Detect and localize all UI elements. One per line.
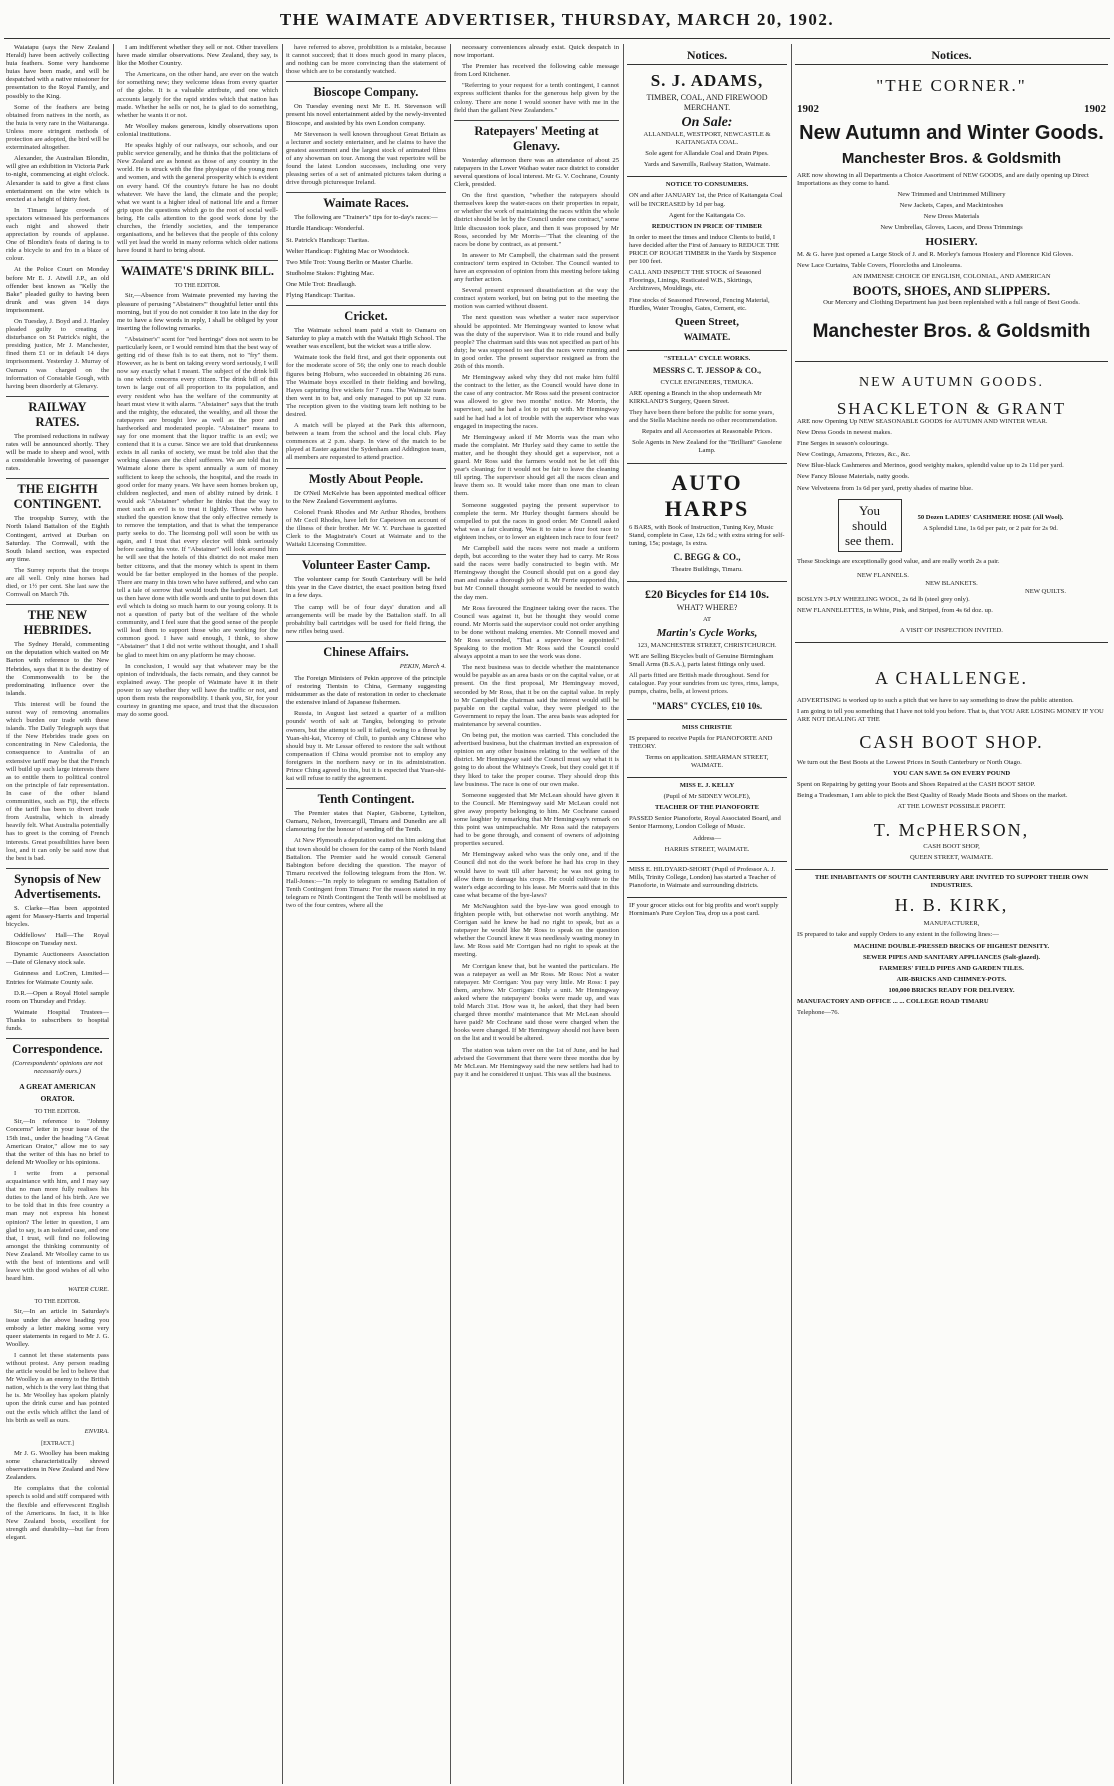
ad-text: QUEEN STREET, WAIMATE. [910, 854, 993, 862]
letter-signature: ENVIRA. [84, 1427, 109, 1435]
article-paragraph: He speaks highly of our railways, our schools, and our public service generally, and he thinks that the politicians of New Zealand are as honest as those of any country in the world. He is struck with the fine physique of the young men and women, and with the general prosperity which is evident on every hand. Of the country's future he has no doubt whatever. We have the land, the climate and the people; what we want is a higher ideal of national life and a firmer grip upon the questions which go to the root of social well-being. He calls attention to the good work done by the churches, the friendly societies, and the temperance organisations, and he believes that the people of this colony will yet lead the world in many reforms which older nations have found it hard to bring about. [117, 142, 278, 255]
article-paragraph: The station was taken over on the 1st of June, and he had advised the Government that there were three months due by Mr McLean. Mr Hemingway said the new settlers had had to pay it and he considered it unjust. This was all the business. [454, 1046, 619, 1078]
ad-heading: REDUCTION IN PRICE OF TIMBER [651, 222, 763, 230]
ad-text: NEW FLANNELETTES, in White, Pink, and Striped, from 4s 6d doz. up. [797, 607, 993, 615]
article-paragraph: Mr J. G. Woolley has been making some characteristically shrewd observations in New Zealand and New Zealanders. [6, 1449, 109, 1482]
letter-paragraph: I cannot let these statements pass without protest. Any person reading the article would be led to believe that Mr Woolley is an enemy to the British nation, which is the very last thing that he is. Mr Woolley has spoken plainly upon the drink curse and has pointed out the evils which afflict the land of his birth as well as ours. [6, 1351, 109, 1424]
ad-text: We turn out the Best Boots at the Lowest Prices in South Canterbury or North Otago. [797, 758, 1022, 766]
ad-onsale: On Sale: [681, 115, 733, 130]
letter-title: A GREAT AMERICAN ORATOR. [19, 1082, 96, 1104]
article-paragraph: On Tuesday evening next Mr E. H. Stevenson will present his novel entertainment aided by the newly-invented Bioscope, and assisted by his own London company. [286, 103, 446, 127]
ad-item: SEWER PIPES AND SANITARY APPLIANCES (Salt-glazed). [862, 953, 1041, 961]
article-paragraph: Mr Stevenson is well known throughout Great Britain as a lecturer and society entertainer, and he claims to have the greatest assortment and the largest stock of animated films of any showman on tour. Among the vast repertoire will be found the latest London successes, including one very pleasing series of a set of animated pictures taken during a drive through picturesque Ireland. [286, 130, 446, 187]
article-paragraph: Some of the feathers are being obtained from natives in the north, as the huia is very rare in the Waitaranga. Unless more stringent methods of protection are adopted, the bird will be exterminated altogether. [6, 103, 109, 152]
synopsis-item: D.R.—Open a Royal Hotel sample room on Thursday and Friday. [6, 989, 109, 1005]
section-heading: Synopsis of New Advertisements. [6, 868, 109, 902]
year-right: 1902 [1084, 103, 1106, 115]
ad-text: Repairs and all Accessories at Reasonable Prices. [641, 428, 773, 436]
ad-title: £20 Bicycles for £14 10s. [644, 586, 770, 601]
ad-text: MISS E. HILDYARD-SHORT (Pupil of Professor A. J. Mills, Trinity College, London) has started a Teacher of Pianoforte, in Waimate and surrounding districts. [629, 865, 777, 889]
article-paragraph: "Referring to your request for a tenth contingent, I cannot express sufficient thanks for the generous help given by the colony. There are none I would sooner have with me in the field than the gallant New Zealanders." [454, 82, 619, 114]
article-paragraph: At New Plymouth a deputation waited on him asking that that town should be chosen for the camp of the North Island Battalion. The Premier said he would consult General Babington before deciding the question. The mayor of Timaru received the following telegram from the Hon. W. Hall-Jones:—"In reply to telegram re sending Battalion of Tenth Contingent from Timaru: For the reason stated in my telegram re Ninth Contingent the Tenth will be mobilised at two of the four centres, where all the [286, 837, 446, 910]
ad-text: MANUFACTURER, [923, 920, 980, 928]
synopsis-item: S. Clarke—Has been appointed agent for Massey-Harris and Imperial bicycles. [6, 904, 109, 928]
article-paragraph: Several present expressed dissatisfaction at the way the contract system worked, but on being put to the meeting the motion was carried without dissent. [454, 287, 619, 311]
ad-text: ARE now showing in all Departments a Choice Assortment of NEW GOODS, and are daily opening up Direct Importations as they come to hand. [797, 172, 1089, 188]
ad-text: AN IMMENSE CHOICE OF ENGLISH, COLONIAL, AND AMERICAN [852, 272, 1051, 280]
ad-item: New Velveteens from 1s 6d per yard, pretty shades of marine blue. [797, 484, 973, 492]
ad-heading: THE INHABITANTS OF SOUTH CANTERBURY ARE INVITED TO SUPPORT THEIR OWN INDUSTRIES. [814, 874, 1089, 890]
letter-paragraph: Sir,—In an article in Saturday's issue under the above heading you embody a letter making some very queer statements in regard to Mr J. G. Woolley. [6, 1308, 109, 1348]
article-paragraph: The promised reductions in railway rates will be announced shortly. They will be made to sheep and wool, with a considerable lowering of passenger rates. [6, 432, 109, 473]
ad-autoharps [627, 463, 787, 581]
synopsis-item: Waimate Hospital Trustees—Thanks to subscribers to hospital funds. [6, 1008, 109, 1032]
ad-text: PASSED Senior Pianoforte, Royal Associated Board, and Senior Harmony, London College of Music. [629, 815, 781, 831]
notices-heading: Notices. [686, 48, 728, 62]
article-paragraph: He complains that the colonial speech is solid and stiff compared with the flexible and effervescent English of the Americans. In fact, it is like New Zealand boots, excellent for strength and durability—but far from elegant. [6, 1485, 109, 1541]
ad-text: Terms on application. SHEARMAN STREET, WAIMATE. [645, 753, 769, 769]
ad-heading: YOU CAN SAVE 5s ON EVERY POUND [892, 769, 1011, 777]
notices-heading: Notices. [931, 48, 972, 62]
ad-text: Theatre Buildings, Timaru. [671, 565, 743, 573]
ad-bicycles [627, 581, 787, 719]
article-paragraph: Mr Woolley makes generous, kindly observations upon colonial institutions. [117, 122, 278, 138]
ad-text: 123, MANCHESTER STREET, CHRISTCHURCH. [637, 642, 777, 649]
ad-item: New Umbrellas, Gloves, Laces, and Dress Trimmings [880, 224, 1023, 232]
section-heading: Waimate Races. [286, 192, 446, 211]
column-rule [450, 44, 451, 1784]
article-paragraph: The following are "Trainer's" tips for to-day's races:— [294, 214, 438, 222]
ad-text: MANUFACTORY AND OFFICE ... ... COLLEGE ROAD TIMARU [797, 998, 989, 1006]
ad-text: AT THE LOWEST POSSIBLE PROFIT. [897, 802, 1006, 810]
synopsis-item: Oddfellows' Hall—The Royal Bioscope on Tuesday next. [6, 932, 109, 948]
ad-kirk [795, 869, 1108, 1024]
column-4 [454, 44, 619, 1784]
ad-christie [627, 719, 787, 777]
article-paragraph: In answer to Mr Campbell, the chairman said the present contractors' term expired in October. The Council wanted to have an expression of opinion from this meeting before taking any further action. [454, 251, 619, 284]
article-paragraph: Mr Hemingway asked who was the only one, and if the Council did not do the work before he had his crop in they would have to wait till after harvest; he was not going to allow them to damage his crops. He could cultivate to the water's edge according to his lease. Mr Morris said that in this case what became of the bye-laws? [454, 851, 619, 899]
ad-title: "THE CORNER." [876, 76, 1027, 95]
section-heading: Tenth Contingent. [286, 788, 446, 807]
ad-consumers [627, 176, 787, 349]
article-paragraph: Waimate took the field first, and got their opponents out for the moderate score of 56; the only one to reach double figures being Hoburn, who succeeded in obtaining 26 runs. The Waimate boys excelled in their fielding and bowling, Hayes capturing five wickets for 7 runs. The Waimate team then went in to bat, and only managed to put up 32 runs. The reception given to the visiting team left nothing to be desired. [286, 354, 446, 418]
ad-heading: "STELLA" CYCLE WORKS. [663, 354, 751, 362]
ad-line: NEW FLANNELS. [857, 571, 909, 579]
article-paragraph: Someone suggested paying the present supervisor to complete the term. Mr Hurley thought farmers should be compelled to put the races in good order. Mr Connell asked what was a fair cleaning. Was it to raise a four foot race to eighteen inches, or to lower an eighteen inch race to four feet? [454, 501, 619, 541]
column-rule [113, 44, 114, 1784]
ad-text: IF your grocer sticks out for big profits and won't supply Horniman's Pure Ceylon Tea, drop us a post card. [629, 901, 779, 918]
extract-label: [EXTRACT.] [41, 1440, 74, 1447]
letter-paragraph: Sir,—In reference to "Johnny Concerns" letter in your issue of the 15th inst., under the heading "A Great American Orator," allow me to say that the writer of this has no brief to defend Mr Woolley or his opinions. [6, 1118, 109, 1166]
ad-title: "MARS" CYCLES, £10 10s. [651, 700, 763, 711]
article-paragraph: Russia, in August last seized a quarter of a million pounds' worth of salt at Tangku, belonging to private owners, but the attempt to sell it failed, owing to a threat by Yuan-shi-kai, Viceroy of Chili, to punish any Chinese who should buy it. Mr Lessar offered to restore the salt without compensation if China would promise not to employ any foreigners in the northern navy or in its administration. Prince Ching agreed to this, but it is expected that Yuan-shi-kai will refuse to ratify the agreement. [286, 710, 446, 783]
column-rule [791, 44, 792, 1784]
ad-text: CASH BOOT SHOP, [923, 843, 980, 850]
masthead: THE WAIMATE ADVERTISER, THURSDAY, MARCH 20, 1902. [279, 10, 835, 29]
race-tip: Studholme Stakes: Fighting Mac. [286, 269, 375, 277]
ad-text: All parts fitted are British made throughout. Send for catalogue. Pay your sundries from us: tyres, rims, lamps, pumps, chains, bells, at lowest prices. [629, 672, 779, 696]
article-paragraph: The Premier has received the following cable message from Lord Kitchener. [454, 63, 619, 79]
ad-text: WE are Selling Bicycles built of Genuine Birmingham Small Arms (B.S.A.), parts latest fittings only used. [629, 653, 774, 669]
ad-item: New Dress Materials [923, 213, 980, 221]
ad-company: Manchester Bros. & Goldsmith [841, 150, 1062, 167]
ad-corner [795, 64, 1108, 361]
ad-text: M. & G. have just opened a Large Stock of J. and R. Morley's famous Hosiery and Florence Kid Gloves. [797, 250, 1074, 258]
article-paragraph: The Sydney Herald, commenting on the deputation which waited on Mr Barton with reference to the New Hebrides, says that it is the destiny of the Commonwealth to be the predominating influence over the islands. [6, 641, 109, 697]
column-6-ads [795, 44, 1108, 1784]
column-rule [282, 44, 283, 1784]
ad-jessop [627, 350, 787, 463]
ad-heading: NEW AUTUMN GOODS. [858, 374, 1045, 390]
ad-text: A VISIT OF INSPECTION INVITED. [900, 627, 1003, 635]
race-tip: Two Mile Trot: Young Berlin or Master Charlie. [286, 258, 413, 266]
ad-text: Telephone—76. [797, 1009, 840, 1017]
ad-text: Spent on Repairing by getting your Boots and Shoes Repaired at the CASH BOOT SHOP. [797, 780, 1036, 788]
ad-text: Yards and Sawmills, Railway Station, Waimate. [643, 161, 771, 169]
ad-text: WHAT? WHERE? [676, 602, 738, 612]
ad-company: SHACKLETON & GRANT [836, 398, 1067, 418]
ad-cash-boot [795, 642, 1108, 869]
section-heading: Cricket. [286, 305, 446, 324]
ad-heading: NOTICE TO CONSUMERS. [665, 181, 749, 189]
to-editor: TO THE EDITOR. [34, 1109, 81, 1116]
ad-item: 100,000 BRICKS READY FOR DELIVERY. [888, 986, 1015, 994]
ad-item: New Jackets, Capes, and Mackintoshes [899, 202, 1004, 210]
ad-text: Address— [692, 834, 722, 842]
ad-company-big: Manchester Bros. & Goldsmith [812, 320, 1091, 342]
ad-text: IS prepared to receive Pupils for PIANOFORTE AND THEORY. [629, 734, 773, 750]
ad-text: In order to meet the times and induce Clients to build, I have decided after the First of January to REDUCE THE PRICE OF ROUGH TIMBER in the Yards by Sixpence per 100 feet. [629, 233, 780, 266]
ad-text: Being a Tradesman, I am able to pick the Best Quality of Ready Made Boots and Shoes on the market. [797, 791, 1068, 799]
section-heading: Mostly About People. [286, 468, 446, 487]
article-paragraph: necessary conveniences already exist. Quick despatch in now important. [454, 44, 619, 60]
article-paragraph: The troopship Surrey, with the North Island Battalion of the Eighth Contingent, arrived at Durban on Saturday. The Cornwall, with the South Island section, was expected any time. [6, 515, 109, 563]
ad-title: A CHALLENGE. [875, 668, 1028, 689]
race-tip: Welter Handicap: Fighting Mac or Woodstock. [286, 247, 410, 255]
ad-text: ARE opening a Branch in the shop underneath Mr KIRKLAND'S Surgery, Queen Street. [629, 389, 762, 405]
article-paragraph: The next question was whether a water race supervisor should be appointed. Mr Hemingway wanted to know what was the duty of the supervisor. Was it to ride round and bully people? The chairman said this was not specified as part of his duty; he was supposed to see that the races were running and in good order. The present supervisor resigned as from the 26th of this month. [454, 314, 619, 370]
article-paragraph: The next business was to decide whether the maintenance would be payable as an area basis or on the capital value, or at present. On the first proposal, Mr Hemingway moved, seconded by Mr Ross, that it be on the capital value. In reply to Mr Campbell the chairman said the interest would still be payable on the capital value, they were pledged to the Government to repay the loan. The area basis was adopted for maintenance by several counties. [454, 664, 619, 728]
article-paragraph: The Foreign Ministers of Pekin approve of the principle of restoring Tientsin to China, Germany suggesting midsummer as the date of restoration in order to checkmate the extensive inland of Japanese fishermen. [286, 674, 446, 707]
ad-grocer [627, 897, 787, 925]
masthead-rule [4, 38, 1110, 39]
section-heading: Correspondence. [6, 1038, 109, 1057]
ad-item: AIR-BRICKS AND CHIMNEY-POTS. [896, 975, 1007, 983]
ad-title: S. J. ADAMS, [650, 71, 764, 90]
ad-company: C. BEGG & CO., [673, 551, 741, 562]
article-paragraph: Alexander, the Australian Blondin, will give an exhibition in Victoria Park to-night, commencing at eight o'clock. Alexander is said to give a first class entertainment on the wire which is erected at a height of thirty feet. [6, 155, 109, 203]
letter-signature: WATER CURE. [67, 1286, 109, 1294]
ad-text: New Lace Curtains, Table Covers, Floorcloths and Linoleums. [797, 261, 962, 269]
ad-item: New Fancy Blouse Materials, natty goods. [797, 473, 910, 481]
ad-line: NEW BLANKETS. [925, 579, 978, 587]
ad-heading: BOOTS, SHOES, AND SLIPPERS. [852, 282, 1051, 298]
ad-hildyard [627, 861, 787, 897]
ad-text: HARRIS STREET, WAIMATE. [664, 845, 750, 853]
ad-text: Sole Agents in New Zealand for the "Brilliant" Gasolene Lamp. [632, 439, 782, 455]
article-paragraph: At the Police Court on Monday before Mr E. J. Atwill J.P., an old offender best known as "Kelly the Bake" pleaded guilty to having been drunk and was given 14 days imprisonment. [6, 266, 109, 314]
ad-item: FARMERS' FIELD PIPES AND GARDEN TILES. [879, 964, 1024, 972]
race-tip: Hurdle Handicap: Wonderful. [286, 225, 365, 233]
ad-item: New Trimmed and Untrimmed Millinery [897, 191, 1006, 199]
ad-text: These Stockings are exceptionally good value, and are really worth 2s a pair. [797, 557, 1000, 565]
ad-text: Sole agent for Allandale Coal and Drain Pipes. [645, 150, 769, 158]
article-paragraph: The Surrey reports that the troops are all well. Only nine horses had died, or 1½ per cent. She last saw the Cornwall on March 7th. [6, 566, 109, 599]
ad-year-row [797, 103, 1106, 116]
column-1 [6, 44, 109, 1784]
article-paragraph: The Premier states that Napier, Gisborne, Lyttelton, Oamaru, Nelson, Invercargill, Timaru and Dunedin are all clamouring for the honour of sending off the Tenth. [286, 810, 446, 834]
ad-text: They have been there before the public for some years, and the Stella Machine needs no other recommendation. [629, 409, 778, 425]
article-paragraph: Colonel Frank Rhodes and Mr Arthur Rhodes, brothers of Mr Cecil Rhodes, have left for Capetown on account of the illness of their brother. Mr W. Y. Purchase is gazetted Clerk to the Magistrate's Court at Waimate and to the Waitaki Licensing Committee. [286, 508, 446, 549]
race-tip: One Mile Trot: Bradlaugh. [286, 280, 357, 288]
ad-text: Fine stocks of Seasoned Firewood, Fencing Material, Hurdles, Water Troughs, Gates, Cement, etc. [629, 296, 770, 312]
ad-address: Queen Street, [675, 315, 739, 328]
section-heading: THE EIGHTH CONTINGENT. [6, 478, 109, 512]
ad-text: (Pupil of Mr SIDNEY WOLFE), [663, 793, 751, 801]
letter-paragraph: Sir,—Absence from Waimate prevented my having the pleasure of perusing "Abstainers'" thoughtful letter until this morning, but if you do not consider it too late in the day for me to have a few words in reply, I shall be obliged by your inserting the following remarks. [117, 292, 278, 332]
ad-text: I am going to tell you something that I have not told you before. That is, that YOU ARE LOSING MONEY IF YOU ARE NOT DEALING AT THE [797, 708, 1104, 724]
ad-text: IS prepared to take and supply Orders to any extent in the following lines:— [797, 931, 999, 939]
ad-text: ALLANDALE, WESTPORT, NEWCASTLE & KAITANGATA COAL. [643, 131, 771, 147]
ad-title: AUTO HARPS [664, 469, 750, 521]
ad-subtitle: TIMBER, COAL, AND FIREWOOD MERCHANT. [646, 93, 768, 112]
ad-company: H. B. KIRK, [894, 895, 1009, 916]
race-tip: St. Patrick's Handicap: Tiaritas. [286, 236, 370, 244]
ad-heading: MESSRS C. T. JESSOP & CO., [653, 365, 761, 375]
ad-item: New Dress Goods in newest makes. [797, 429, 892, 437]
column-2 [117, 44, 278, 1784]
column-rule [623, 44, 624, 1784]
hose-row [797, 499, 1106, 552]
article-paragraph: I am indifferent whether they sell or not. Other travellers have made similar observations. New Zealand, they say, is like the Mother Country. [117, 44, 278, 68]
ad-town: WAIMATE. [683, 331, 731, 342]
article-paragraph: Mr Hemingway asked why they did not make him fulfil the contract to the letter, as the Council would have done in the case of any contractor. Mr Ross said the present contractor was allowed to give two months' notice. Mr Morris, the supervisor, said he had a lot to put up with. Mr Hemingway said he had had a lot of trouble with the supervisor who was engaged in inspecting the races. [454, 374, 619, 430]
article-paragraph: Mr Hemingway asked if Mr Morris was the man who made the complaint. Mr Hurley said they came to settle the matter, and he thought they should get a supervisor, not a guard. Mr Ross said the farmers would not be let off this year's cleaning; for it would not be fair to leave the cleaning till spring. The supervisor should get all the races clean and leave them so. It would take more than one man to clean them. [454, 433, 619, 498]
ad-company: T. McPHERSON, [873, 820, 1030, 840]
synopsis-item: Dynamic Auctioneers Association—Date of Glenavy stock sale. [6, 951, 109, 967]
to-editor: TO THE EDITOR. [174, 283, 221, 290]
article-paragraph: The camp will be of four days' duration and all arrangements will be made by the Battalion staff. In all probability ball cartridges will be used for field firing, the new rifles being used. [286, 603, 446, 635]
section-heading: Ratepayers' Meeting at Glenavy. [454, 120, 619, 154]
race-tip: Flying Handicap: Tiaritas. [286, 291, 356, 299]
ad-text: CALL AND INSPECT THE STOCK of Seasoned Floorings, Linings, Rusticated W.B., Skirtings, Architraves, Mouldings, etc. [629, 269, 761, 293]
article-paragraph: Mr Campbell said the races were not made a uniform depth, but according to the water they had to carry. Mr Ross said the races were badly constructed to begin with. Mr Hemingway thought the Council should put on a good day man and make a thorough job of it. Mr Ferrie supported this, but Mr Connell thought someone would be needed to watch the day men. [454, 544, 619, 601]
ad-kelly [627, 777, 787, 861]
editorial-note: (Correspondents' opinions are not necessarily ours.) [12, 1060, 103, 1076]
article-paragraph: In Timaru large crowds of spectators witnessed his performances each night and showed their appreciation by rounds of applause. One of Blondin's feats of daring is to ride a bicycle to and fro in a blaze of colour. [6, 206, 109, 263]
article-paragraph: have referred to above, prohibition is a mistake, because it cannot succeed; that it does much good in many places, and nothing can be more convincing than the statement of those which are to be constantly watched. [286, 44, 446, 76]
ad-text: ADVERTISING is worked up to such a pitch that we have to say something to draw the public attention. [797, 697, 1074, 705]
article-paragraph: The Americans, on the other hand, are ever on the watch for something new; they welcome ideas from every quarter of the globe. It is a valuable attribute, and one which accounts largely for the rapid strides which that nation has made. Whether he sells or not, he is glad to do something, whether he wants it or not. [117, 71, 278, 119]
dateline: PEKIN, March 4. [399, 662, 446, 670]
section-heading: Volunteer Easter Camp. [286, 554, 446, 573]
to-editor: TO THE EDITOR. [34, 1299, 81, 1306]
ad-text: 6 BARS, with Book of Instruction, Tuning Key, Music Stand, complete in Case, 12s 6d.; with extra string for self-tuning, 15s; postage, 1s extra. [629, 523, 785, 547]
ad-text: AT [702, 615, 712, 623]
ad-text: CYCLE ENGINEERS, TEMUKA. [660, 378, 754, 386]
article-paragraph: A match will be played at the Park this afternoon, between a team from the school and the local club. Play commences at 2 p.m. sharp. In view of the match to be played at Easter against the Sydenham and Addington team, all members are requested to attend practice. [286, 422, 446, 462]
column-5-ads [627, 44, 787, 1784]
ad-company: Martin's Cycle Works, [656, 627, 758, 639]
article-paragraph: The volunteer camp for South Canterbury will be held this year in the Cave district, the exact position being fixed in a few days. [286, 576, 446, 600]
synopsis-item: Guinness and LoCren, Limited—Entries for Waimate County sale. [6, 970, 109, 986]
article-paragraph: The Waimate school team paid a visit to Oamaru on Saturday to play a match with the Waitaki High School. The weather was excellent, but the wicket was a trifle slow. [286, 327, 446, 351]
ad-heading: 50 Dozen LADIES' CASHMERE HOSE (All Wool). [917, 514, 1064, 521]
letter-paragraph: "Abstainer's" scent for "red herrings" does not seem to be particularly keen, or I would remind him that the best way of getting rid of these fish is to eat them, not to "fry" them. However, as he is bent on taking every word seriously, I will now say exactly what I meant. The subject of the drink bill is one which concerns every citizen. The drink bill of this town is large out of all proportion to its population, and every resident who has the welfare of the community at heart must view it with alarm. "Abstainer" says that the truth and the mighty, the educated, the wealthy, and all those the ratepayers are brought low as well as the poor and hardworked and moderated people. "Abstainer" means to say for one moment that the liquor traffic is an evil; we contend that it is a curse. Since we are told that drunkenness exists in all ranks of society, we must be told also that the working classes are the chief sufferers. We are told that in Waimate alone there is spent annually a sum of money sufficient to keep the schools, the hospital, and the roads in good order for many years. We have seen homes broken up, children neglected, and men of ability ruined by drink. I would ask "Abstainer" whether he thinks that the way to meet such an evil is to treat it lightly. Those who have studied the question know that the only effective remedy is to remove the temptation, and that is what the temperance party seeks to do. The licensing poll will soon be with us again, and I trust that every elector will think seriously before casting his vote. If "Abstainer" will look around him he will see that the hotels of this district do not make men better citizens, and that the money which is spent in them would be far better employed in the homes of the people. There are many in this town who have suffered, and who can tell a tale of sorrow that would touch the hardest heart. Let us then have done with idle words and unite to put down this evil which is doing so much harm to our young colony. It is not a question of party but of the welfare of the whole community, and I feel sure that the good sense of the people will lead them to support those who are working for the common good. I have said enough, I think, to show "Abstainer" that I did not write without thought, and I shall be glad to meet him on any platform he may choose. [117, 335, 278, 659]
ad-item: New Blue-black Cashmeres and Merinos, good weighty makes, splendid value up to 2s 11d per yard. [797, 462, 1064, 470]
article-paragraph: This interest will be found the surest way of removing anomalies which burden our trade with these islands. The Daily Telegraph says that if the New Hebrides trade goes on concentrating in New Caledonia, the consequence to Australia of an extensive tariff may be that the French will build up such large interests there as to entitle them to political control on the principle of fair representation. In case of the other island communities, such as Fiji, the effects of the tariff has been to divert trade from Australia, which is already heavily felt. What Australia potentially has to greet is the coming of French interests. Great possibilities have been lost, and it can only be said now that the best is bad. [6, 700, 109, 862]
ad-adams [627, 64, 787, 176]
ad-text: Our Mercery and Clothing Department has just been replenished with a full range of Best Goods. [823, 298, 1080, 306]
ad-heading: MISS CHRISTIE [681, 723, 733, 731]
article-paragraph: Yesterday afternoon there was an attendance of about 25 ratepayers in the Lower Waihao water race district to consider several questions of local interest. Mr G. V. Cochrane, County Clerk, presided. [454, 156, 619, 189]
article-paragraph: On being put, the motion was carried. This concluded the advertised business, but the chairman invited an expression of opinion on any other business relating to the welfare of the district. Mr Hemingway said the Council must say what it is going to do about the Whitney's Creek, but they could get it if they liked to take the proper course. They should drop this law business. The race is one of our own make. [454, 732, 619, 788]
article-paragraph: On the first question, "whether the ratepayers should themselves keep the water-races on their properties in repair, or whether the work of maintaining the races within the whole district should be let by the Council under one contract," some little discussion took place, and then it was proposed by Mr Ross, seconded by Mr Morris—"That the cleaning of the races be done by contract, as at present." [454, 192, 619, 248]
article-paragraph: Mr Ross favoured the Engineer taking over the races. The Council was against it, but he thought they would come round. Mr Morris said the supervisor could not order anything to be done without making enemies. Mr Connell moved and Mr Ross seconded, "That a supervisor be appointed." Speaking to the motion Mr Ross said the Council could always appoint a man to see the work was done. [454, 604, 619, 661]
ad-text: ON and after JANUARY 1st, the Price of Kaitangata Coal will be INCREASED by 1d per bag. [629, 192, 783, 208]
section-heading: Bioscope Company. [286, 81, 446, 100]
ad-item: Fine Serges in season's colourings. [797, 440, 889, 448]
section-heading: THE NEW HEBRIDES. [6, 604, 109, 638]
ad-text: A Splendid Line, 1s 6d per pair, or 2 pair for 2s 9d. [923, 525, 1058, 533]
ad-shackleton [795, 361, 1108, 642]
you-should-box: You should see them. [838, 499, 902, 552]
ad-heading: HOSIERY. [925, 235, 978, 248]
ad-text: Agent for the Kaitangata Co. [668, 211, 746, 219]
section-heading: RAILWAY RATES. [6, 396, 109, 430]
ad-line: NEW QUILTS. [1024, 587, 1066, 595]
ad-item: New Costings, Amazons, Friezes, &c., &c. [797, 451, 911, 459]
hose-offer [916, 514, 1066, 536]
letter-paragraph: I write from a personal acquaintance with him, and I may say that no man more fully realises his duties to the land of his birth. Are we to be told that in this free country a man may not express his honest opinion? The letter in question, I am glad to say, is an isolated case, and one that, I trust, will find no following amongst the thinking community of New Zealand. Mr Woolley came to us with the best of intentions and will leave with the good wishes of all who heard him. [6, 1169, 109, 1283]
ad-text: BOSLYN 3-PLY WHEELING WOOL, 2s 6d lb (steel grey only). [797, 595, 970, 603]
ad-heading: TEACHER OF THE PIANOFORTE [655, 804, 759, 812]
section-heading: Chinese Affairs. [286, 641, 446, 660]
ad-item: MACHINE DOUBLE-PRESSED BRICKS OF HIGHEST DENSITY. [853, 942, 1050, 950]
column-3 [286, 44, 446, 1784]
ad-title: New Autumn and Winter Goods. [799, 122, 1104, 144]
section-heading: WAIMATE'S DRINK BILL. [117, 260, 278, 279]
letter-paragraph: In conclusion, I would say that whatever may be the opinion of individuals, the facts remain, and they cannot be explained away. The people of Waimate have it in their power to say whether they will have the traffic or not, and upon them rests the responsibility. I thank you, Sir, for your courtesy in granting me space, and trust that the discussion may do some good. [117, 662, 278, 719]
year-left: 1902 [797, 103, 819, 115]
article-paragraph: Someone suggested that Mr McLean should have given it to the Council. Mr Hemingway said Mr McLean could not give away property belonging to him. Mr Cochrane caused some laughter by remarking that Mr Hemingway's remark on this point was unimpeachable. Mr Ross said the ratepayers had to be gone through, and consent of owners of adjoining properties secured. [454, 791, 619, 848]
ad-text: ARE now Opening Up NEW SEASONABLE GOODS for AUTUMN AND WINTER WEAR. [797, 417, 1048, 425]
article-paragraph: Mr Corrigan knew that, but he wanted the particulars. He was a ratepayer as well as Mr Ross. Mr Ross: Not a water ratepayer. Mr Corrigan: You pay very little. Mr Ross: I pay them, anyhow. Mr Corrigan: Only a unit. Mr Hemingway asked where the ratepayers' books were made up, and was told March 31st. How was it, he asked, that they had been charged three months' maintenance that Mr McLean should have paid? Mr Cochrane said those were charged when the books were changed. If Mr Hemingway should not have been on the list and it would be altered. [454, 962, 619, 1043]
ad-company: CASH BOOT SHOP. [859, 731, 1044, 752]
article-paragraph: Dr O'Neil McKelvie has been appointed medical officer to the New Zealand Government asylums. [286, 489, 446, 505]
article-paragraph: Waiatapu (says the New Zealand Herald) have been actively collecting huia feathers. Some very handsome huias have been made, and will be despatched with a native missioner for presentation to the Royal Family, and possibly to the King. [6, 44, 109, 100]
article-paragraph: Mr McNaughton said the bye-law was good enough to frighten people with, but otherwise not worth anything. Mr Corrigan said he knew he had no right to speak, but as a ratepayer he would like Mr Ross to speak on the question whether the Council knew it was needlessly wasting money in law. Mr Ross said Mr Corrigan had no right to speak at the meeting. [454, 902, 619, 959]
ad-heading: MISS E. J. KELLY [679, 782, 735, 790]
article-paragraph: On Tuesday, J. Boyd and J. Hanley pleaded guilty to creating a disturbance on St Patrick's night, the presiding justice, Mr J. Manchester, fined them £1 or in default 14 days imprisonment. Yesterday J. Murray of Oamaru was charged on the information of Constable Gough, with having been disorderly at Glenavy. [6, 318, 109, 390]
